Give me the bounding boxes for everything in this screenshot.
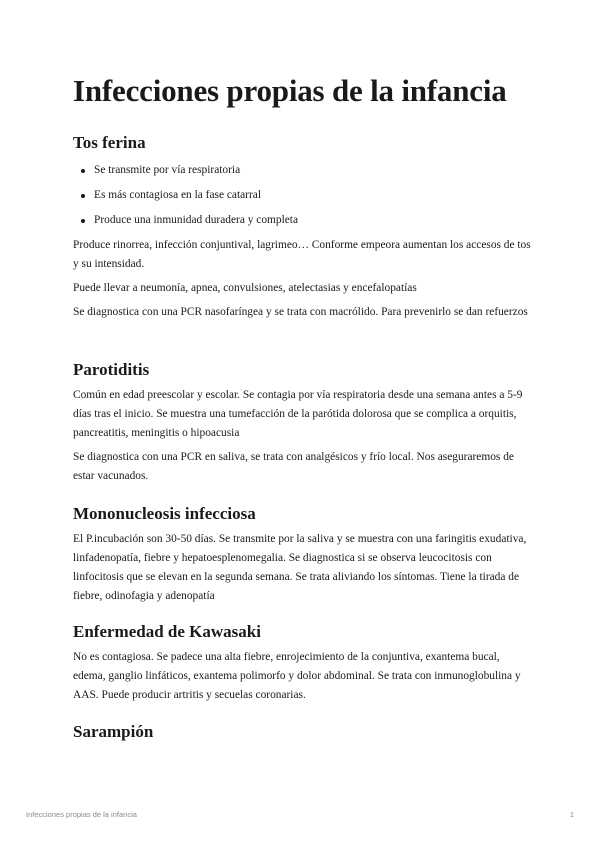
list-item: Produce una inmunidad duradera y completa [73,211,531,236]
section-heading-sarampion: Sarampión [73,722,154,741]
kawasaki-paragraph: No es contagiosa. Se padece una alta fiebre, enrojecimiento de la conjuntiva, exantema bucal, edema, ganglio linfáticos, exantema polimorfo y dolor abdominal. Se trata con inmunoglobulina y AAS. Puede producir artritis y secuelas coronarias. [73,651,521,701]
parotiditis-paragraph-description: Común en edad preescolar y escolar. Se contagia por vía respiratoria desde una semana antes a 5-9 días tras el inicio. Se muestra una tumefacción de la parótida dolorosa que se complica a orquitis, pancreatitis, meningitis o hipoacusia [73,389,523,439]
tos-ferina-bullet-list [73,161,531,236]
tos-ferina-paragraph-symptoms: Produce rinorrea, infección conjuntival, lagrimeo… Conforme empeora aumentan los accesos de tos y su intensidad. [73,239,531,270]
page-number: 1 [569,810,574,819]
section-heading-parotiditis: Parotiditis [73,360,150,379]
list-item: Es más contagiosa en la fase catarral [73,186,531,211]
section-heading-kawasaki: Enfermedad de Kawasaki [73,622,261,641]
tos-ferina-paragraph-complications: Puede llevar a neumonía, apnea, convulsiones, atelectasias y encefalopatías [73,282,417,294]
footer-title: Infecciones propias de la infancia [26,810,137,819]
mononucleosis-paragraph: El P.incubación son 30-50 días. Se transmite por la saliva y se muestra con una faringitis exudativa, linfadenopatía, fiebre y hepatoesplenomegalia. Se diagnostica si se observa leucocitosis con linfocitosis que se elevan en la segunda semana. Se trata aliviando los síntomas. Tiene la tirada de fiebre, odinofagia y adenopatía [73,533,527,602]
list-item: Se transmite por vía respiratoria [73,161,531,186]
document-title: Infecciones propias de la infancia [73,73,507,108]
parotiditis-paragraph-diagnosis: Se diagnostica con una PCR en saliva, se trata con analgésicos y frío local. Nos aseguraremos de estar vacunados. [73,451,514,482]
tos-ferina-paragraph-diagnosis: Se diagnostica con una PCR nasofaríngea y se trata con macrólido. Para prevenirlo se dan refuerzos [73,306,528,318]
section-heading-mononucleosis: Mononucleosis infecciosa [73,504,256,523]
section-heading-tos-ferina: Tos ferina [73,133,146,152]
